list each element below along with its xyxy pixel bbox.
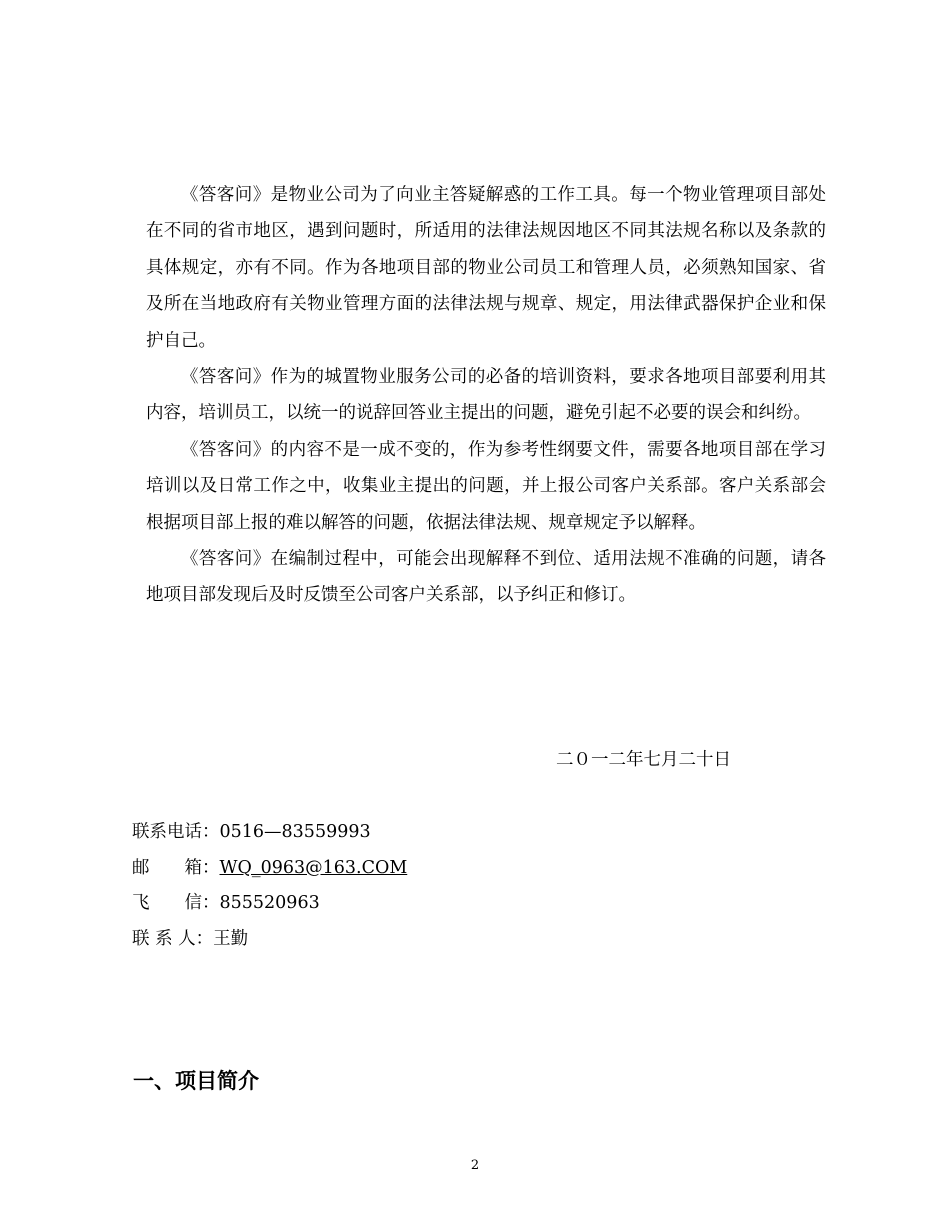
phone-value: 0516—83559993 bbox=[219, 822, 371, 842]
phone-label: 联系电话 bbox=[132, 822, 202, 842]
fetion-value: 855520963 bbox=[219, 893, 320, 914]
contact-person-row bbox=[132, 927, 407, 963]
person-separator: ： bbox=[195, 928, 214, 949]
person-value: 王勤 bbox=[213, 928, 249, 949]
section-heading: 一、项目简介 bbox=[133, 1069, 259, 1093]
contact-phone-row bbox=[132, 820, 407, 856]
paragraph-1: 《答客问》是物业公司为了向业主答疑解惑的工作工具。每一个物业管理项目部处在不同的省市地区，遇到问题时，所适用的法律法规因地区不同其法规名称以及条款的具体规定，亦有不同。作为各地项目部的物业公司员工和管理人员，必须熟知国家、省及所在当地政府有关物业管理方面的法律法规与规章、规定，用法律武器保护企业和保护自己。 bbox=[146, 185, 826, 351]
email-separator: ： bbox=[202, 857, 220, 878]
person-label: 联 系 人 bbox=[132, 928, 196, 949]
page-number: 2 bbox=[470, 1158, 480, 1173]
paragraph-2: 《答客问》作为的城置物业服务公司的必备的培训资料，要求各地项目部要利用其内容，培训员工，以统一的说辞回答业主提出的问题，避免引起不必要的误会和纠纷。 bbox=[146, 367, 826, 424]
email-label: 邮 箱 bbox=[132, 857, 202, 878]
fetion-label: 飞 信 bbox=[132, 893, 202, 914]
contact-email-row bbox=[132, 856, 407, 892]
document-body bbox=[146, 177, 826, 614]
fetion-separator: ： bbox=[202, 893, 220, 914]
email-link[interactable]: WQ_0963@163.COM bbox=[219, 857, 408, 878]
document-date: 二０一二年七月二十日 bbox=[556, 750, 731, 770]
paragraph-3: 《答客问》的内容不是一成不变的，作为参考性纲要文件，需要各地项目部在学习培训以及日常工作之中，收集业主提出的问题，并上报公司客户关系部。客户关系部会根据项目部上报的难以解答的问题，依据法律法规、规章规定予以解释。 bbox=[146, 439, 826, 533]
contact-fetion-row bbox=[132, 891, 407, 927]
contact-block bbox=[132, 820, 407, 962]
paragraph-4: 《答客问》在编制过程中，可能会出现解释不到位、适用法规不准确的问题，请各地项目部发现后及时反馈至公司客户关系部，以予纠正和修订。 bbox=[146, 549, 826, 606]
phone-separator: ： bbox=[202, 822, 220, 842]
